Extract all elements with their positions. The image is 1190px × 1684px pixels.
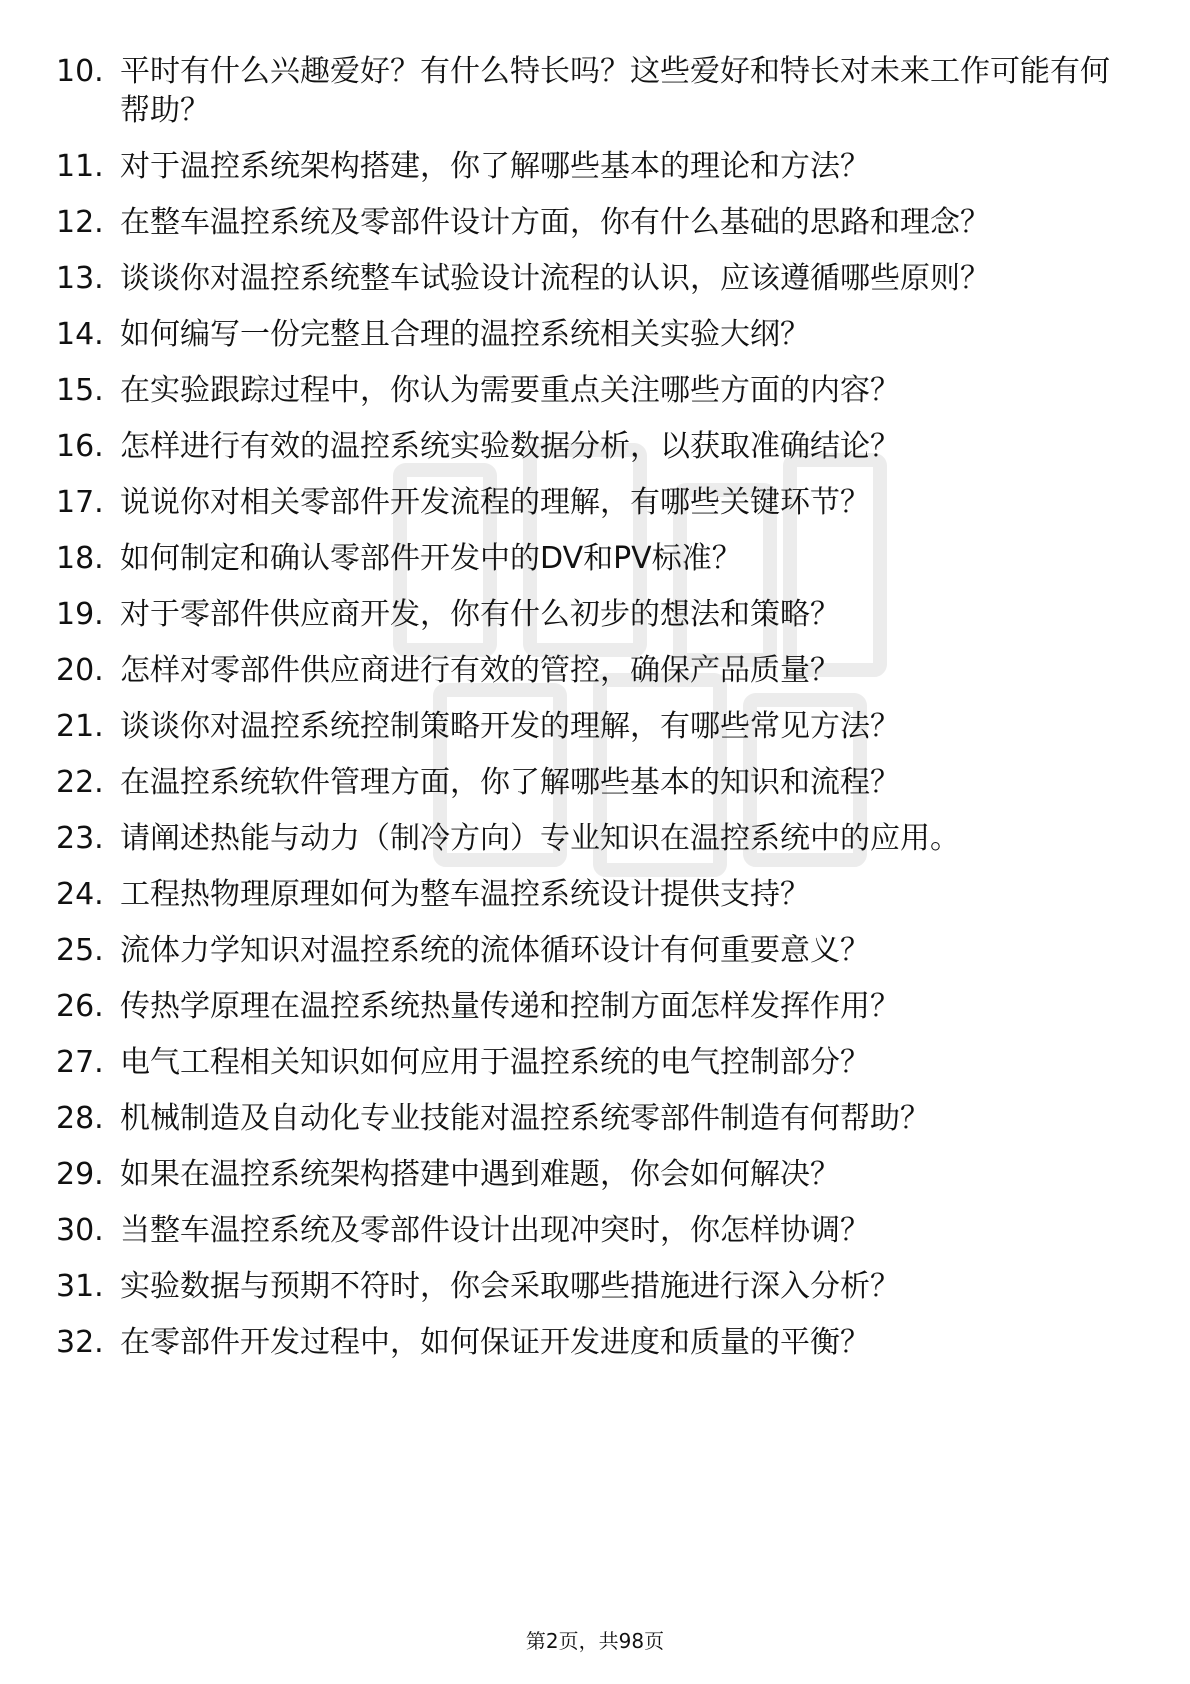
question-item	[56, 651, 1116, 690]
question-text: 电气工程相关知识如何应用于温控系统的电气控制部分？	[120, 1045, 870, 1080]
question-number: 11.	[56, 149, 104, 184]
question-number: 12.	[56, 205, 104, 240]
question-number: 26.	[56, 989, 104, 1024]
question-text: 如何编写一份完整且合理的温控系统相关实验大纲？	[120, 317, 810, 352]
question-number: 16.	[56, 429, 104, 464]
question-text: 平时有什么兴趣爱好？有什么特长吗？这些爱好和特长对未来工作可能有何帮助？	[120, 54, 1110, 128]
question-text: 实验数据与预期不符时，你会采取哪些措施进行深入分析？	[120, 1269, 900, 1304]
question-number: 31.	[56, 1269, 104, 1304]
question-text: 谈谈你对温控系统控制策略开发的理解，有哪些常见方法？	[120, 709, 900, 744]
question-text: 说说你对相关零部件开发流程的理解，有哪些关键环节？	[120, 485, 870, 520]
question-item	[56, 483, 1116, 522]
question-number: 29.	[56, 1157, 104, 1192]
question-text: 在零部件开发过程中，如何保证开发进度和质量的平衡？	[120, 1325, 870, 1360]
question-item	[56, 1099, 1116, 1138]
question-text: 对于温控系统架构搭建，你了解哪些基本的理论和方法？	[120, 149, 870, 184]
question-number: 28.	[56, 1101, 104, 1136]
question-number: 23.	[56, 821, 104, 856]
page-footer	[0, 1628, 1190, 1654]
question-item	[56, 707, 1116, 746]
question-item	[56, 52, 1116, 130]
question-text: 如何制定和确认零部件开发中的DV和PV标准？	[120, 541, 742, 576]
question-item	[56, 595, 1116, 634]
question-item	[56, 1211, 1116, 1250]
question-text: 谈谈你对温控系统整车试验设计流程的认识，应该遵循哪些原则？	[120, 261, 990, 296]
question-number: 27.	[56, 1045, 104, 1080]
question-number: 30.	[56, 1213, 104, 1248]
question-item	[56, 819, 1116, 858]
question-text: 传热学原理在温控系统热量传递和控制方面怎样发挥作用？	[120, 989, 900, 1024]
question-item	[56, 315, 1116, 354]
question-number: 18.	[56, 541, 104, 576]
question-number: 21.	[56, 709, 104, 744]
question-item	[56, 203, 1116, 242]
question-item	[56, 1267, 1116, 1306]
question-item	[56, 987, 1116, 1026]
question-item	[56, 1323, 1116, 1362]
question-text: 怎样进行有效的温控系统实验数据分析，以获取准确结论？	[120, 429, 900, 464]
question-item	[56, 931, 1116, 970]
question-number: 32.	[56, 1325, 104, 1360]
question-text: 请阐述热能与动力（制冷方向）专业知识在温控系统中的应用。	[120, 821, 960, 856]
question-number: 13.	[56, 261, 104, 296]
question-number: 15.	[56, 373, 104, 408]
question-item	[56, 1043, 1116, 1082]
question-text: 如果在温控系统架构搭建中遇到难题，你会如何解决？	[120, 1157, 840, 1192]
question-text: 怎样对零部件供应商进行有效的管控，确保产品质量？	[120, 653, 840, 688]
question-text: 在整车温控系统及零部件设计方面，你有什么基础的思路和理念？	[120, 205, 990, 240]
question-list	[56, 52, 1116, 1379]
question-item	[56, 259, 1116, 298]
question-item	[56, 371, 1116, 410]
question-text: 在温控系统软件管理方面，你了解哪些基本的知识和流程？	[120, 765, 900, 800]
question-item	[56, 427, 1116, 466]
question-text: 对于零部件供应商开发，你有什么初步的想法和策略？	[120, 597, 840, 632]
question-item	[56, 147, 1116, 186]
question-text: 当整车温控系统及零部件设计出现冲突时，你怎样协调？	[120, 1213, 870, 1248]
question-text: 在实验跟踪过程中，你认为需要重点关注哪些方面的内容？	[120, 373, 900, 408]
page-number-label: 第2页，共98页	[525, 1629, 665, 1653]
question-number: 14.	[56, 317, 104, 352]
question-item	[56, 539, 1116, 578]
question-number: 24.	[56, 877, 104, 912]
question-item	[56, 875, 1116, 914]
question-number: 17.	[56, 485, 104, 520]
question-text: 机械制造及自动化专业技能对温控系统零部件制造有何帮助？	[120, 1101, 930, 1136]
question-number: 10.	[56, 54, 104, 89]
question-number: 19.	[56, 597, 104, 632]
question-number: 25.	[56, 933, 104, 968]
question-number: 22.	[56, 765, 104, 800]
question-text: 流体力学知识对温控系统的流体循环设计有何重要意义？	[120, 933, 870, 968]
question-number: 20.	[56, 653, 104, 688]
question-text: 工程热物理原理如何为整车温控系统设计提供支持？	[120, 877, 810, 912]
question-item	[56, 763, 1116, 802]
question-item	[56, 1155, 1116, 1194]
